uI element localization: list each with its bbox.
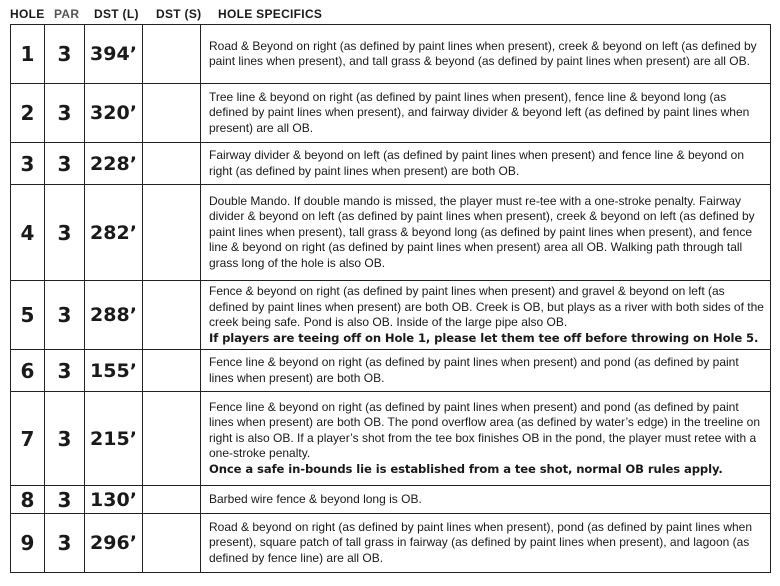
column-header-row bbox=[10, 4, 770, 24]
header-par: PAR bbox=[54, 7, 80, 21]
hole-specifics-cell bbox=[201, 143, 771, 185]
hole-specifics-cell bbox=[201, 25, 771, 84]
hole-specifics-note: If players are teeing off on Hole 1, please let them tee off before throwing on Hole 5. bbox=[209, 330, 759, 345]
hole-number: 6 bbox=[11, 350, 45, 392]
hole-specifics-sheet bbox=[10, 4, 770, 573]
table-row bbox=[11, 392, 771, 486]
table-row bbox=[11, 350, 771, 392]
header-distance-long: DST (L) bbox=[94, 7, 139, 21]
distance-short bbox=[143, 25, 201, 84]
par-value: 3 bbox=[45, 25, 85, 84]
hole-number: 1 bbox=[11, 25, 45, 84]
table-row bbox=[11, 25, 771, 84]
distance-short bbox=[143, 514, 201, 573]
header-hole: HOLE bbox=[10, 7, 45, 21]
par-value: 3 bbox=[45, 392, 85, 486]
hole-specifics-text: Double Mando. If double mando is missed, the player must re-tee with a one-stroke penalty. Fairway divider & beyond on left (as defined by paint lines when present), creek & beyond on left (as defined by paint lines when present), tall grass & beyond long (as defined by paint lines when present), and fence line & beyond on right (as defined by paint lines when present) area all OB. Walking path through tall grass long of the hole is also OB. bbox=[209, 193, 755, 270]
hole-specifics-text: Fence line & beyond on right (as defined by paint lines when present) and pond (as defined by paint lines when present) are both OB. bbox=[209, 355, 739, 385]
header-distance-short: DST (S) bbox=[156, 7, 202, 21]
distance-short bbox=[143, 486, 201, 514]
table-row bbox=[11, 185, 771, 281]
par-value: 3 bbox=[45, 143, 85, 185]
par-value: 3 bbox=[45, 84, 85, 143]
distance-long: 288’ bbox=[85, 281, 143, 350]
par-value: 3 bbox=[45, 486, 85, 514]
table-row bbox=[11, 281, 771, 350]
hole-specifics-cell bbox=[201, 486, 771, 514]
distance-long: 228’ bbox=[85, 143, 143, 185]
distance-short bbox=[143, 281, 201, 350]
table-row bbox=[11, 143, 771, 185]
distance-short bbox=[143, 350, 201, 392]
distance-short bbox=[143, 84, 201, 143]
distance-short bbox=[143, 143, 201, 185]
hole-specifics-cell bbox=[201, 392, 771, 486]
par-value: 3 bbox=[45, 514, 85, 573]
hole-specifics-cell bbox=[201, 185, 771, 281]
hole-number: 3 bbox=[11, 143, 45, 185]
holes-table-body bbox=[11, 25, 771, 573]
hole-number: 4 bbox=[11, 185, 45, 281]
distance-long: 320’ bbox=[85, 84, 143, 143]
hole-specifics-cell bbox=[201, 84, 771, 143]
hole-specifics-cell bbox=[201, 514, 771, 573]
hole-number: 5 bbox=[11, 281, 45, 350]
hole-number: 2 bbox=[11, 84, 45, 143]
hole-specifics-text: Fairway divider & beyond on left (as defined by paint lines when present) and fence line & beyond on right (as defined by paint lines when present) are both OB. bbox=[209, 148, 744, 178]
par-value: 3 bbox=[45, 281, 85, 350]
hole-specifics-text: Fence & beyond on right (as defined by paint lines when present) and gravel & beyond on left (as defined by paint lines when present) are both OB. Creek is OB, but plays as a river with both sides of the creek being safe. Pond is also OB. Inside of the large pipe also OB. bbox=[209, 284, 764, 329]
distance-long: 155’ bbox=[85, 350, 143, 392]
table-row bbox=[11, 486, 771, 514]
distance-long: 215’ bbox=[85, 392, 143, 486]
hole-number: 7 bbox=[11, 392, 45, 486]
hole-specifics-text: Barbed wire fence & beyond long is OB. bbox=[209, 491, 422, 506]
distance-long: 296’ bbox=[85, 514, 143, 573]
par-value: 3 bbox=[45, 350, 85, 392]
distance-long: 394’ bbox=[85, 25, 143, 84]
hole-number: 9 bbox=[11, 514, 45, 573]
hole-specifics-text: Road & beyond on right (as defined by paint lines when present), pond (as defined by paint lines when present), square patch of tall grass in fairway (as defined by paint lines when present), and lagoon (as defined by fence line) are all OB. bbox=[209, 519, 753, 565]
distance-short bbox=[143, 392, 201, 486]
table-row bbox=[11, 84, 771, 143]
hole-specifics-text: Fence line & beyond on right (as defined by paint lines when present) and pond (as defined by paint lines when present) are both OB. The pond overflow area (as defined by water’s edge) in the treeline on right is also OB. If a player’s shot from the tee box finishes OB in the pond, the player must retee with a one-stroke penalty. bbox=[209, 399, 760, 461]
distance-long: 130’ bbox=[85, 486, 143, 514]
par-value: 3 bbox=[45, 185, 85, 281]
hole-specifics-text: Road & Beyond on right (as defined by paint lines when present), creek & beyond on left (as defined by paint lines when present), and tall grass & beyond (as defined by paint lines when present) are all OB. bbox=[209, 38, 757, 68]
hole-specifics-text: Tree line & beyond on right (as defined by paint lines when present), fence line & beyond long (as defined by paint lines when present), and fairway divider & beyond left (as defined by paint lines when present) are all OB. bbox=[209, 89, 750, 135]
header-hole-specifics: HOLE SPECIFICS bbox=[218, 7, 323, 21]
holes-table bbox=[10, 24, 771, 573]
distance-short bbox=[143, 185, 201, 281]
hole-number: 8 bbox=[11, 486, 45, 514]
hole-specifics-cell bbox=[201, 281, 771, 350]
hole-specifics-note: Once a safe in-bounds lie is established from a tee shot, normal OB rules apply. bbox=[209, 461, 723, 476]
hole-specifics-cell bbox=[201, 350, 771, 392]
table-row bbox=[11, 514, 771, 573]
distance-long: 282’ bbox=[85, 185, 143, 281]
